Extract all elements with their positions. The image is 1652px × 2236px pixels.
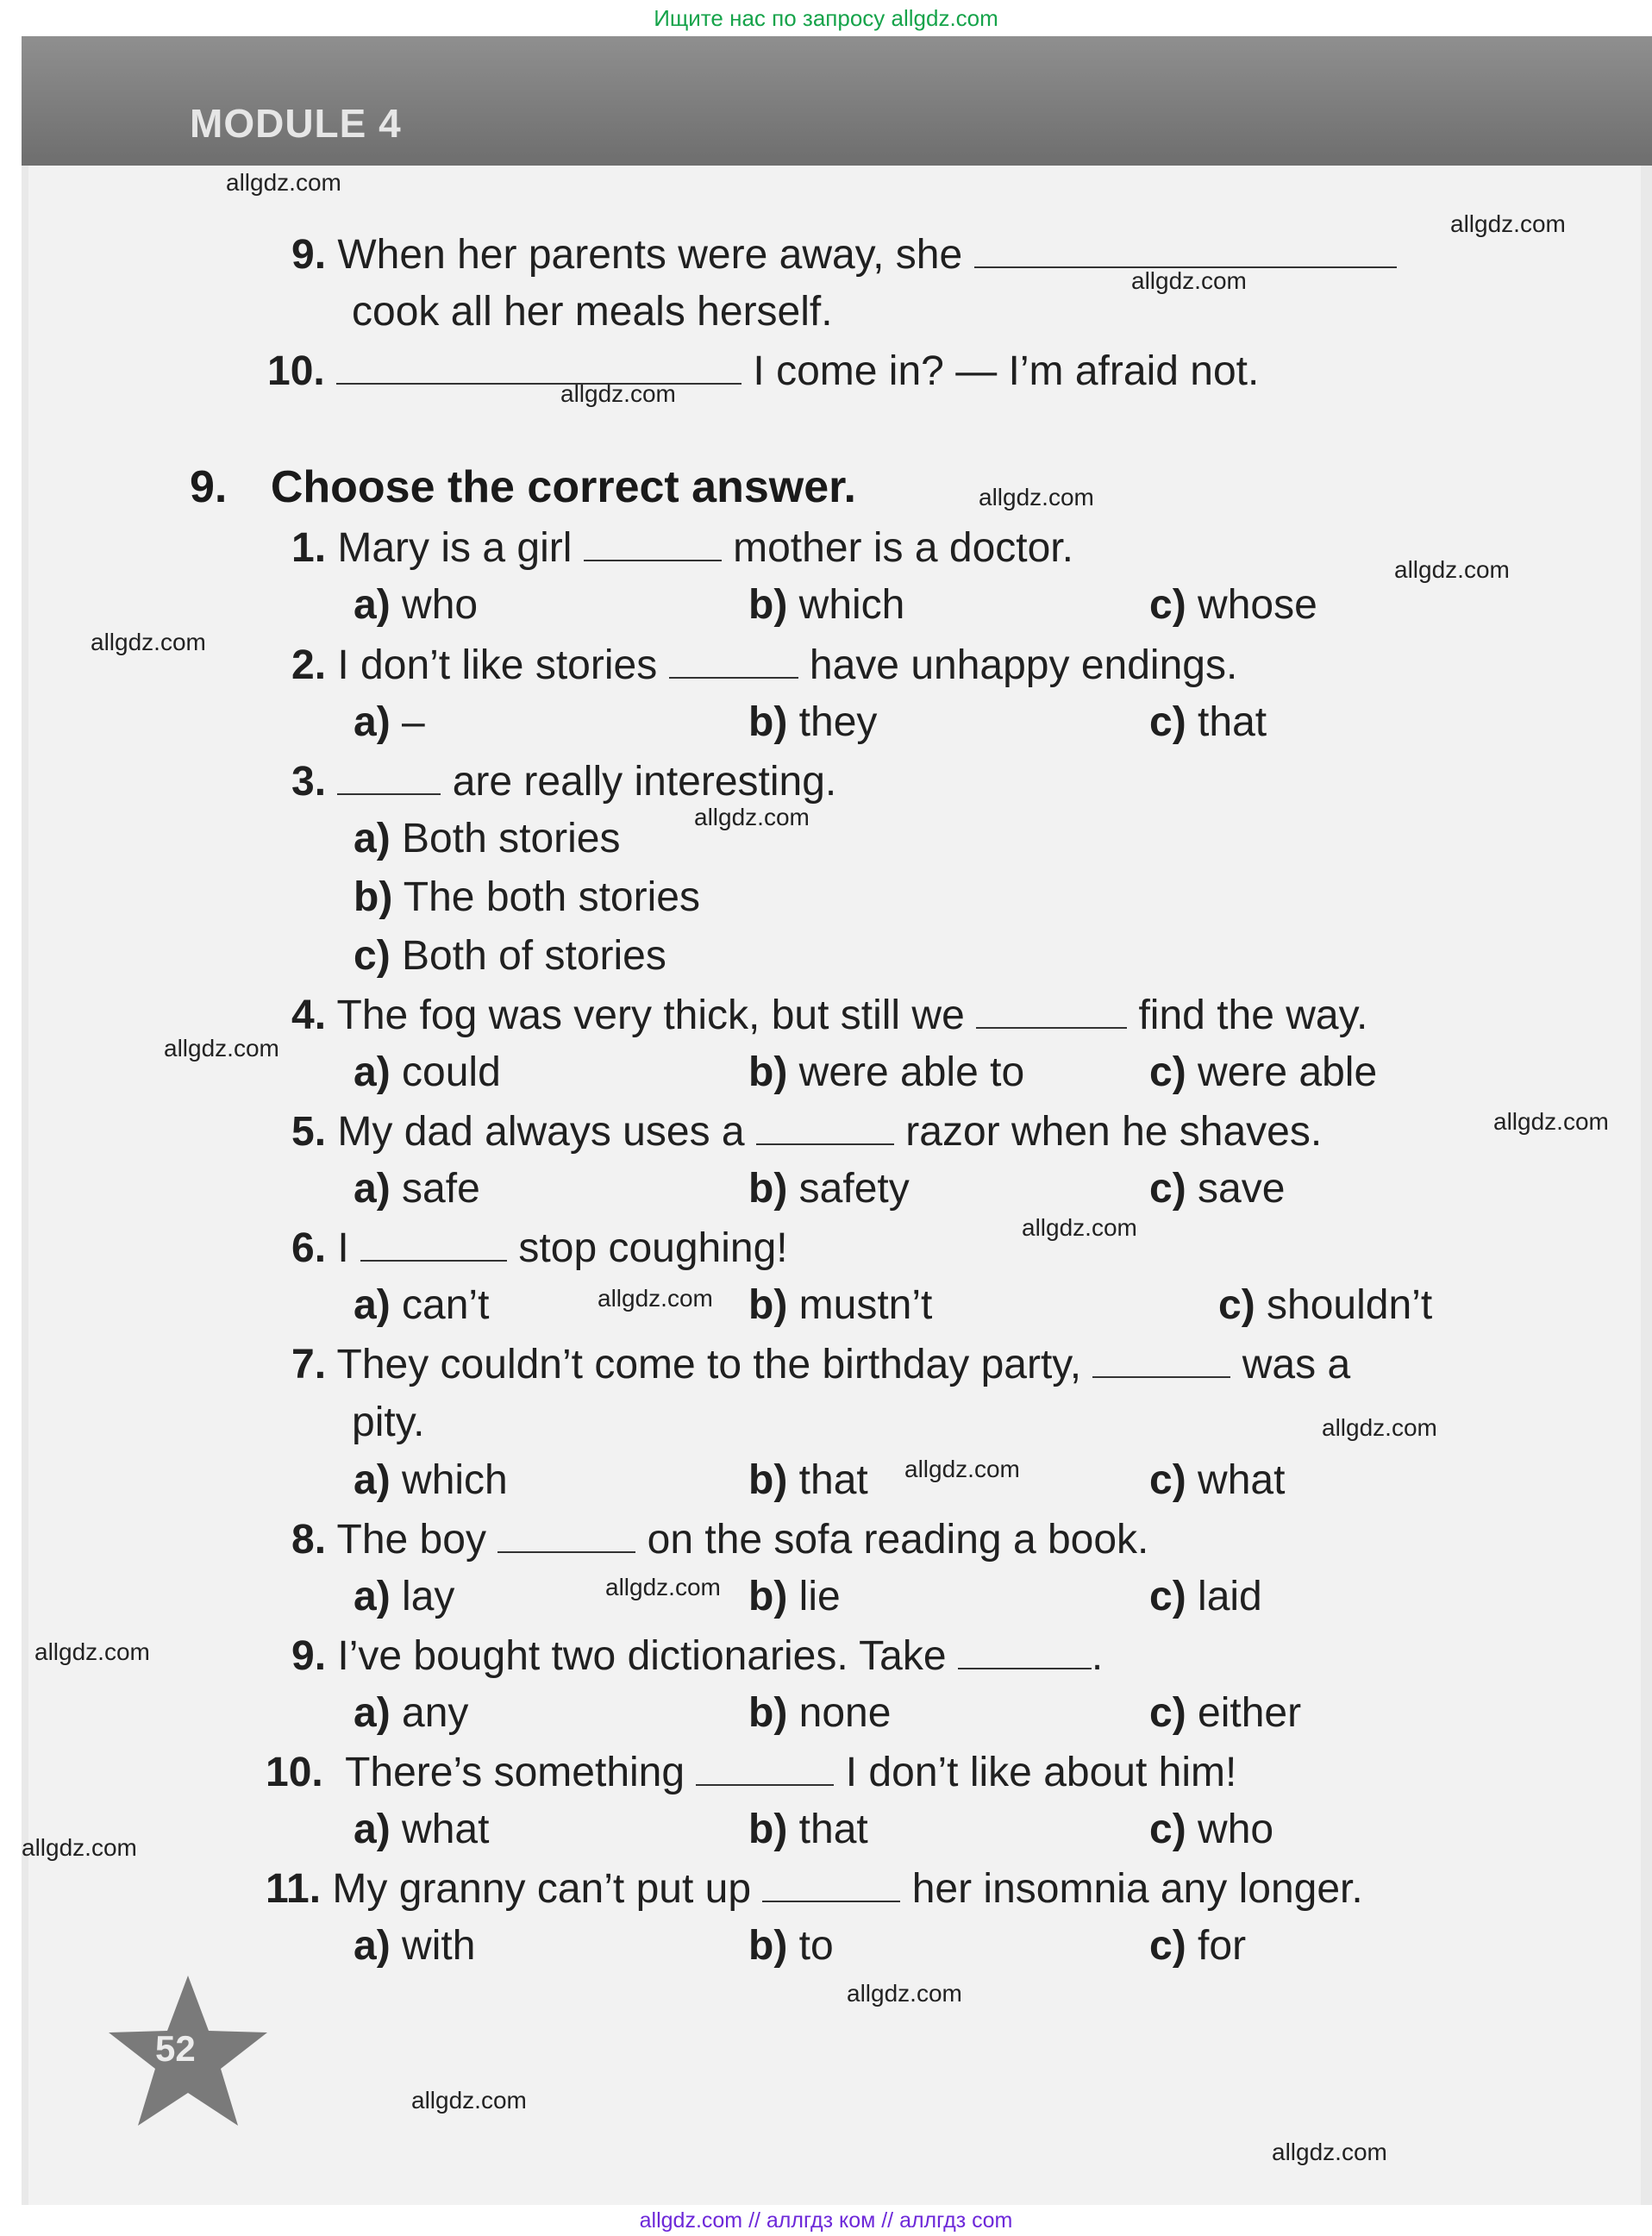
- option-text: safety: [798, 1166, 910, 1212]
- question-text-cont: pity.: [352, 1400, 425, 1445]
- question-number: 7.: [291, 1342, 327, 1387]
- question-text-end: .: [1091, 1633, 1104, 1679]
- option-b: [748, 1688, 891, 1739]
- option-letter: c): [354, 933, 391, 979]
- option-c: [1149, 1571, 1262, 1623]
- option-text: safe: [402, 1166, 480, 1212]
- option-letter: c): [1149, 1166, 1186, 1212]
- watermark: allgdz.com: [1450, 210, 1566, 237]
- answer-blank: [669, 639, 798, 679]
- question-number: 10.: [266, 1750, 323, 1795]
- option-letter: b): [748, 1282, 788, 1328]
- option-letter: b): [748, 1690, 788, 1736]
- answer-blank: [958, 1630, 1092, 1669]
- option-c: [1149, 1047, 1377, 1099]
- option-letter: c): [1218, 1282, 1255, 1328]
- option-a: [354, 1047, 501, 1099]
- option-text: Both stories: [402, 816, 621, 861]
- question-number: 1.: [291, 525, 327, 571]
- answer-blank: [762, 1863, 900, 1902]
- option-text: shouldn’t: [1267, 1282, 1433, 1328]
- option-letter: a): [354, 1282, 391, 1328]
- question-text: I’ve bought two dictionaries. Take: [337, 1633, 947, 1679]
- question-text: I: [337, 1225, 349, 1271]
- watermark: allgdz.com: [1272, 2139, 1387, 2165]
- option-a: [354, 1920, 475, 1972]
- option-text: who: [1198, 1807, 1274, 1852]
- watermark: allgdz.com: [34, 1638, 150, 1665]
- question-8: [291, 1513, 1148, 1566]
- watermark: allgdz.com: [560, 380, 676, 407]
- option-text: any: [402, 1690, 469, 1736]
- option-text: who: [402, 582, 479, 628]
- watermark: allgdz.com: [1131, 267, 1247, 294]
- option-text: to: [798, 1923, 834, 1969]
- option-text: were able: [1198, 1049, 1378, 1095]
- question-text-end: stop coughing!: [518, 1225, 788, 1271]
- option-letter: c): [1149, 582, 1186, 628]
- option-text: what: [402, 1807, 490, 1852]
- item-number: 9.: [291, 232, 327, 278]
- option-a: [354, 1280, 489, 1331]
- watermark: allgdz.com: [22, 1834, 137, 1861]
- option-a: [354, 1455, 508, 1506]
- option-text: that: [798, 1457, 868, 1503]
- option-text: either: [1198, 1690, 1302, 1736]
- watermark: allgdz.com: [904, 1456, 1020, 1482]
- option-b: [748, 1571, 841, 1623]
- option-text: that: [1198, 699, 1267, 745]
- option-letter: b): [748, 1574, 788, 1619]
- question-text: Mary is a girl: [337, 525, 573, 571]
- item-text: cook all her meals herself.: [352, 289, 833, 335]
- option-text: –: [402, 699, 425, 745]
- question-text-end: was a: [1242, 1342, 1351, 1387]
- answer-blank: [1092, 1338, 1230, 1378]
- option-letter: a): [354, 699, 391, 745]
- option-text: Both of stories: [402, 933, 666, 979]
- question-text: There’s something: [345, 1750, 685, 1795]
- question-number: 4.: [291, 993, 327, 1038]
- option-letter: b): [354, 874, 393, 920]
- watermark: allgdz.com: [1493, 1108, 1609, 1135]
- option-text: for: [1198, 1923, 1247, 1969]
- answer-blank: [584, 522, 722, 561]
- exercise-number: 9.: [190, 462, 228, 512]
- item-text: I come in? — I’m afraid not.: [753, 348, 1260, 394]
- option-b: [748, 1163, 910, 1215]
- option-text: with: [402, 1923, 476, 1969]
- option-text: lay: [402, 1574, 455, 1619]
- option-text: save: [1198, 1166, 1286, 1212]
- option-text: could: [402, 1049, 501, 1095]
- question-text-end: on the sofa reading a book.: [647, 1517, 1149, 1563]
- question-text: I don’t like stories: [337, 642, 658, 688]
- question-text: My dad always uses a: [337, 1109, 745, 1155]
- option-c: [1149, 579, 1317, 631]
- question-text-end: find the way.: [1138, 993, 1368, 1038]
- option-text: mustn’t: [798, 1282, 933, 1328]
- option-a: [354, 1804, 489, 1856]
- answer-blank: [976, 989, 1127, 1029]
- question-7: [291, 1338, 1350, 1391]
- option-c: [354, 930, 666, 982]
- option-text: which: [798, 582, 905, 628]
- option-c: [1149, 1920, 1246, 1972]
- option-letter: a): [354, 816, 391, 861]
- option-text: were able to: [798, 1049, 1025, 1095]
- question-number: 3.: [291, 759, 327, 805]
- option-letter: a): [354, 1690, 391, 1736]
- question-1: [291, 522, 1073, 574]
- option-b: [748, 579, 904, 631]
- option-text: whose: [1198, 582, 1317, 628]
- option-b: [748, 1920, 834, 1972]
- option-letter: a): [354, 1166, 391, 1212]
- option-letter: c): [1149, 1690, 1186, 1736]
- option-c: [1149, 1163, 1285, 1215]
- option-letter: c): [1149, 1457, 1186, 1503]
- watermark: allgdz.com: [226, 169, 341, 196]
- option-text: that: [798, 1807, 868, 1852]
- watermark: allgdz.com: [847, 1980, 962, 2007]
- option-letter: b): [748, 1923, 788, 1969]
- option-text: lie: [798, 1574, 841, 1619]
- option-c: [1218, 1280, 1432, 1331]
- question-number: 2.: [291, 642, 327, 688]
- option-letter: b): [748, 1049, 788, 1095]
- option-letter: c): [1149, 699, 1186, 745]
- question-number: 8.: [291, 1517, 327, 1563]
- option-b: [748, 1280, 932, 1331]
- option-text: can’t: [402, 1282, 490, 1328]
- watermark: allgdz.com: [91, 629, 206, 655]
- option-letter: c): [1149, 1923, 1186, 1969]
- answer-blank: [497, 1513, 635, 1553]
- top-banner: Ищите нас по запросу allgdz.com: [654, 5, 998, 31]
- question-2: [291, 639, 1237, 692]
- question-number: 11.: [266, 1866, 322, 1912]
- item-text: When her parents were away, she: [337, 232, 963, 278]
- option-a: [354, 813, 620, 865]
- answer-blank: [360, 1222, 507, 1262]
- option-text: none: [798, 1690, 892, 1736]
- option-text: The both stories: [403, 874, 700, 920]
- option-b: [748, 1047, 1024, 1099]
- question-3: [291, 755, 836, 808]
- option-letter: a): [354, 1807, 391, 1852]
- option-letter: c): [1149, 1049, 1186, 1095]
- question-number: 9.: [291, 1633, 327, 1679]
- question-text-end: razor when he shaves.: [905, 1109, 1323, 1155]
- watermark: allgdz.com: [411, 2087, 527, 2114]
- question-number: 6.: [291, 1225, 327, 1271]
- option-text: they: [798, 699, 878, 745]
- option-a: [354, 697, 425, 748]
- watermark: allgdz.com: [979, 484, 1094, 510]
- question-text: They couldn’t come to the birthday party,: [336, 1342, 1082, 1387]
- question-11: [266, 1863, 1363, 1915]
- page-number: 52: [155, 2028, 196, 2069]
- bleed-through-text: [1190, 172, 1201, 219]
- answer-blank: [696, 1746, 834, 1786]
- question-4: [291, 989, 1367, 1042]
- option-text: laid: [1198, 1574, 1262, 1619]
- question-7-cont: [352, 1397, 424, 1449]
- option-letter: a): [354, 1049, 391, 1095]
- watermark: allgdz.com: [164, 1035, 279, 1062]
- option-text: what: [1198, 1457, 1286, 1503]
- question-text: The fog was very thick, but still we: [336, 993, 965, 1038]
- watermark: allgdz.com: [598, 1285, 713, 1312]
- option-letter: a): [354, 1574, 391, 1619]
- watermark: allgdz.com: [1394, 556, 1510, 583]
- option-a: [354, 1571, 454, 1623]
- question-5: [291, 1105, 1322, 1158]
- option-text: which: [402, 1457, 508, 1503]
- question-9: [291, 1630, 1103, 1682]
- option-a: [354, 1163, 480, 1215]
- option-letter: a): [354, 1923, 391, 1969]
- prev-item-10: [267, 345, 1259, 398]
- question-text-end: mother is a doctor.: [733, 525, 1073, 571]
- answer-blank: [336, 345, 742, 385]
- option-c: [1149, 697, 1267, 748]
- prev-item-9-cont: [352, 286, 833, 338]
- exercise-heading: [190, 460, 856, 515]
- option-b: [354, 872, 700, 924]
- watermark: allgdz.com: [694, 804, 810, 830]
- watermark: allgdz.com: [1322, 1414, 1437, 1441]
- option-c: [1149, 1688, 1301, 1739]
- exercise-title: Choose the correct answer.: [270, 462, 856, 512]
- question-10: [266, 1746, 1236, 1799]
- item-number: 10.: [267, 348, 325, 394]
- option-letter: a): [354, 582, 391, 628]
- question-6: [291, 1222, 788, 1275]
- question-text-end: have unhappy endings.: [809, 642, 1238, 688]
- answer-blank: [974, 229, 1397, 268]
- option-letter: a): [354, 1457, 391, 1503]
- question-text-end: are really interesting.: [452, 759, 837, 805]
- option-letter: b): [748, 582, 788, 628]
- question-text-end: her insomnia any longer.: [911, 1866, 1363, 1912]
- option-b: [748, 1455, 868, 1506]
- bottom-banner: allgdz.com // аллгдз ком // аллгдз com: [0, 2205, 1652, 2236]
- question-text: My granny can’t put up: [332, 1866, 752, 1912]
- option-c: [1149, 1804, 1273, 1856]
- option-b: [748, 1804, 868, 1856]
- option-letter: b): [748, 1166, 788, 1212]
- watermark: allgdz.com: [1022, 1214, 1137, 1241]
- question-text: The boy: [336, 1517, 486, 1563]
- option-letter: b): [748, 1807, 788, 1852]
- option-a: [354, 579, 478, 631]
- question-number: 5.: [291, 1109, 327, 1155]
- answer-blank: [756, 1105, 894, 1145]
- watermark: allgdz.com: [605, 1574, 721, 1600]
- option-b: [748, 697, 877, 748]
- answer-blank: [337, 755, 441, 795]
- option-letter: b): [748, 699, 788, 745]
- question-text-end: I don’t like about him!: [845, 1750, 1237, 1795]
- option-letter: c): [1149, 1807, 1186, 1852]
- option-c: [1149, 1455, 1285, 1506]
- option-letter: b): [748, 1457, 788, 1503]
- option-a: [354, 1688, 468, 1739]
- module-title: MODULE 4: [190, 101, 402, 146]
- option-letter: c): [1149, 1574, 1186, 1619]
